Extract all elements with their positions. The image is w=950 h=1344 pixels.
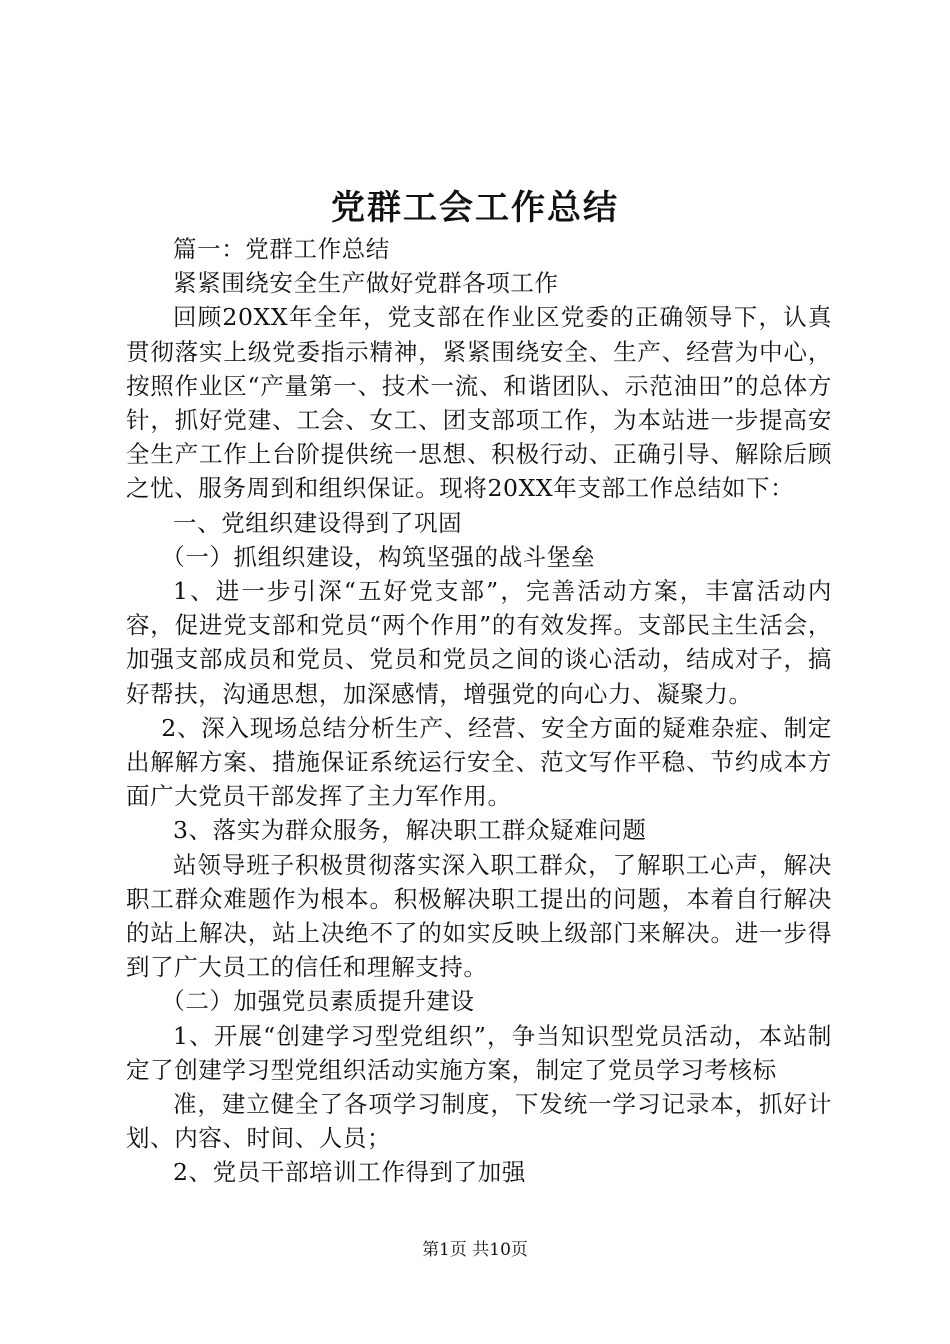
document-body bbox=[126, 232, 832, 1190]
body-paragraph: 1、进一步引深“五好党支部”，完善活动方案，丰富活动内容，促进党支部和党员“两个作用”的有效发挥。支部民主生活会，加强支部成员和党员、党员和党员之间的谈心活动，结成对子，搞好帮扶，沟通思想，加深感情，增强党的向心力、凝聚力。 bbox=[126, 577, 832, 708]
body-paragraph: 站领导班子积极贯彻落实深入职工群众，了解职工心声，解决职工群众难题作为根本。积极解决职工提出的问题，本着自行解决的站上解决，站上决绝不了的如实反映上级部门来解决。进一步得到了广大员工的信任和理解支持。 bbox=[126, 850, 832, 982]
document-title: 党群工会工作总结 bbox=[331, 188, 619, 228]
chapter-heading: 篇一：党群工作总结 bbox=[173, 235, 390, 263]
body-paragraph: 2、深入现场总结分析生产、经营、安全方面的疑难杂症、制定出解解方案、措施保证系统运行安全、范文写作平稳、节约成本方面广大党员干部发挥了主力军作用。 bbox=[126, 713, 832, 811]
section-subtitle: 紧紧围绕安全生产做好党群各项工作 bbox=[173, 269, 559, 298]
section-heading: 一、党组织建设得到了巩固 bbox=[173, 508, 463, 537]
page-footer: 第1页 共10页 bbox=[422, 1240, 528, 1260]
subsection-heading: （一）抓组织建设，构筑坚强的战斗堡垒 bbox=[161, 542, 596, 571]
subsection-heading: （二）加强党员素质提升建设 bbox=[161, 987, 475, 1016]
body-paragraph: 准，建立健全了各项学习制度，下发统一学习记录本，抓好计划、内容、时间、人员； bbox=[126, 1090, 832, 1153]
body-paragraph: 回顾20XX年全年，党支部在作业区党委的正确领导下，认真贯彻落实上级党委指示精神，紧紧围绕安全、生产、经营为中心，按照作业区“产量第一、技术一流、和谐团队、示范油田”的总体方针，抓好党建、工会、女工、团支部项工作，为本站进一步提高安全生产工作上台阶提供统一思想、积极行动、正确引导、解除后顾之忧、服务周到和组织保证。现将20XX年支部工作总结如下： bbox=[126, 303, 832, 503]
body-paragraph: 1、开展“创建学习型党组织”，争当知识型党员活动，本站制定了创建学习型党组织活动实施方案，制定了党员学习考核标 bbox=[126, 1021, 832, 1084]
list-item-heading: 3、落实为群众服务，解决职工群众疑难问题 bbox=[173, 816, 647, 845]
list-item-heading: 2、党员干部培训工作得到了加强 bbox=[173, 1158, 526, 1187]
